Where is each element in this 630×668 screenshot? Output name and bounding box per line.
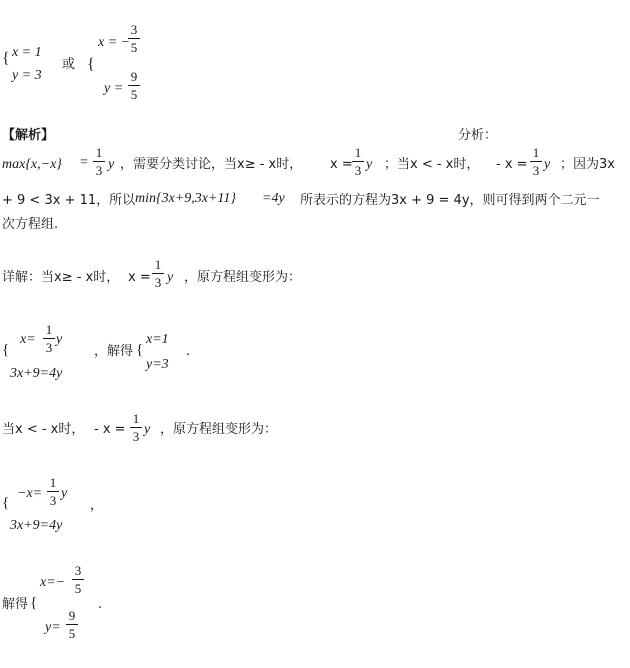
answer-sys2-x-frac: 3 5: [128, 23, 140, 55]
case2-sol-brace: {: [30, 595, 38, 611]
analysis-x-eq: x =: [330, 157, 353, 172]
answer-brace-2: {: [87, 56, 95, 73]
answer-sys1-eq1: x = 1: [12, 45, 42, 60]
analysis-max-expr: max{x,−x}: [2, 157, 62, 172]
case2-sol-y-frac: 9 5: [66, 609, 78, 641]
analysis-l2-t1: + 9 < 3x + 11，所以: [2, 193, 136, 208]
analysis-y-2: y: [366, 157, 373, 172]
analysis-frac-2: 1 3: [352, 146, 364, 178]
case1-y: y: [167, 270, 174, 285]
analysis-l3: 次方程组.: [2, 217, 59, 232]
case2-frac: 1 3: [130, 412, 142, 444]
case1-sys-y: y: [56, 332, 63, 347]
analysis-l1-t3: ；因为3x: [560, 157, 615, 172]
analysis-l2-t2: 所表示的方程为3x + 9 = 4y，则可得到两个二元一: [300, 193, 600, 208]
answer-sys2-y-frac: 9 5: [128, 70, 140, 102]
case1-sys-eq2: 3x+9=4y: [10, 366, 63, 381]
case2-intro: 当x < - x时，: [2, 422, 85, 437]
analysis-l1-t1: ，需要分类讨论，当x≥ - x时，: [120, 157, 303, 172]
answer-brace-1: {: [2, 50, 10, 67]
answer-sys1-eq2: y = 3: [12, 68, 42, 83]
case2-sol-y-lhs: y=: [45, 620, 61, 635]
analysis-frac-1: 1 3: [93, 146, 105, 178]
answer-or: 或: [62, 57, 76, 72]
case1-intro: 详解：当x≥ - x时，: [2, 270, 120, 285]
case1-frac: 1 3: [152, 258, 164, 290]
case2-sys-eq2: 3x+9=4y: [10, 518, 63, 533]
case1-solve: ，解得: [94, 344, 134, 359]
case2-sol-x-lhs: x=−: [40, 575, 66, 590]
answer-sys2-y-lhs: y =: [104, 81, 124, 96]
case1-sys-eq1-lhs: x=: [20, 332, 36, 347]
case2-solve: 解得: [2, 597, 29, 612]
case2-sys-y: y: [61, 486, 68, 501]
case1-dot: .: [186, 344, 191, 359]
analysis-l1-t2: ；当x < - x时，: [384, 157, 480, 172]
analysis-min-expr: min{3x+9,3x+11}: [135, 191, 236, 206]
case1-sys-frac: 1 3: [43, 323, 55, 355]
analysis-frac-3: 1 3: [530, 146, 542, 178]
case1-sol-brace: {: [136, 342, 144, 358]
case2-after: ，原方程组变形为：: [160, 422, 278, 437]
case1-sol-y: y=3: [146, 357, 169, 372]
analysis-header: 【解析】: [2, 128, 55, 143]
case2-sys-frac: 1 3: [47, 476, 59, 508]
case2-y: y: [144, 422, 151, 437]
case2-negx-eq: - x =: [94, 422, 126, 437]
case2-sol-x-frac: 3 5: [72, 564, 84, 596]
analysis-label: 分析：: [458, 128, 498, 143]
analysis-negx-eq: - x =: [496, 157, 528, 172]
case1-sol-x: x=1: [146, 332, 169, 347]
case1-sys-brace: {: [2, 342, 10, 358]
answer-sys2-x-lhs: x = −: [98, 35, 131, 50]
case1-x-eq: x =: [128, 270, 151, 285]
analysis-y-1: y: [108, 157, 115, 172]
analysis-eq4y: =4y: [262, 191, 285, 206]
analysis-y-3: y: [544, 157, 551, 172]
case1-after: ，原方程组变形为：: [184, 270, 302, 285]
case2-dot: .: [98, 597, 103, 612]
analysis-eq: =: [80, 155, 88, 170]
case2-sys-brace: {: [2, 495, 10, 511]
case2-comma: ，: [90, 498, 104, 513]
case2-sys-eq1-lhs: −x=: [17, 486, 43, 501]
